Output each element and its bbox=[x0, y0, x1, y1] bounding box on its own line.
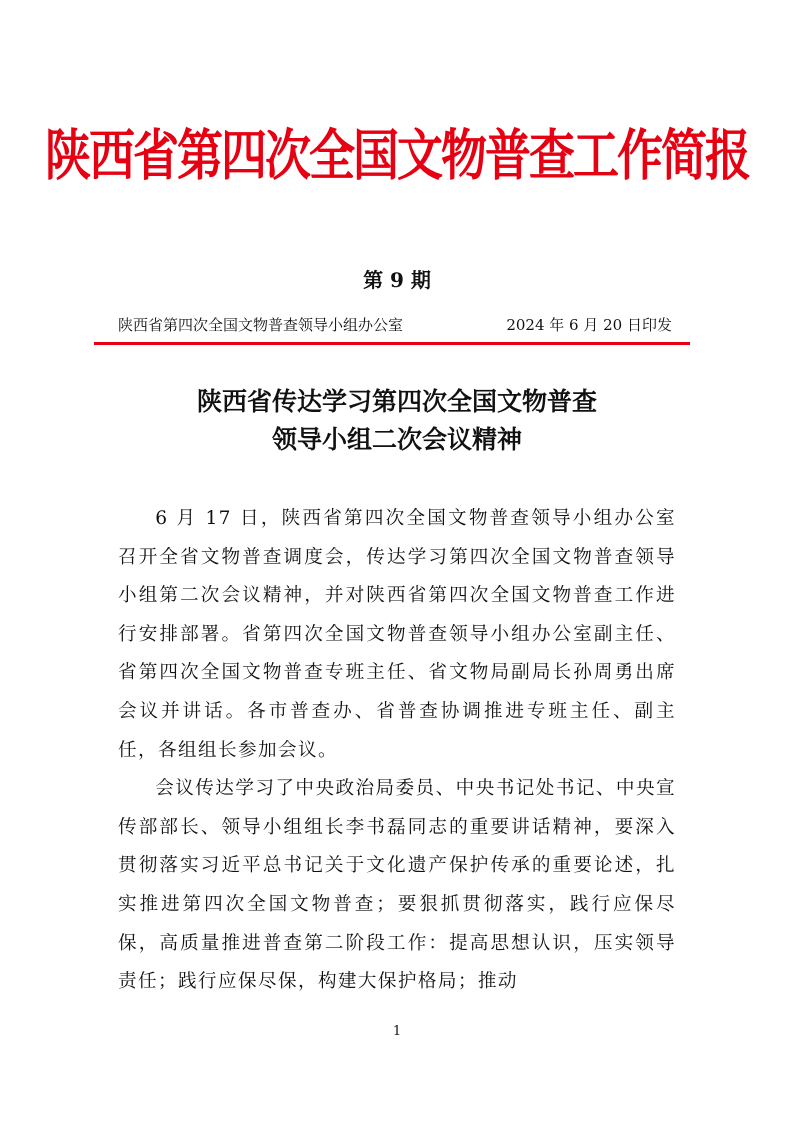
red-divider-line bbox=[94, 342, 690, 345]
body-paragraph: 会议传达学习了中央政治局委员、中央书记处书记、中央宣传部部长、领导小组组长李书磊同志的重要讲话精神，要深入贯彻落实习近平总书记关于文化遗产保护传承的重要论述，扎实推进第四次全国文物普查；要狠抓贯彻落实，践行应保尽保，高质量推进普查第二阶段工作：提高思想认识，压实领导责任；践行应保尽保，构建大保护格局；推动 bbox=[118, 778, 676, 993]
article-body bbox=[118, 500, 676, 1002]
masthead-title: 陕西省第四次全国文物普查工作简报 bbox=[45, 122, 749, 188]
page-number: 1 bbox=[392, 1024, 402, 1039]
body-paragraph: 6 月 17 日，陕西省第四次全国文物普查领导小组办公室召开全省文物普查调度会，传达学习第四次全国文物普查领导小组第二次会议精神，并对陕西省第四次全国文物普查工作进行安排部署。省第四次全国文物普查领导小组办公室副主任、省第四次全国文物普查专班主任、省文物局副局长孙周勇出席会议并讲话。各市普查办、省普查协调推进专班主任、副主任，各组组长参加会议。 bbox=[118, 508, 676, 761]
issue-number: 第 9 期 bbox=[363, 268, 431, 292]
issuer-office: 陕西省第四次全国文物普查领导小组办公室 bbox=[118, 316, 404, 334]
print-date: 2024 年 6 月 20 日印发 bbox=[506, 316, 672, 334]
article-title-line-1: 陕西省传达学习第四次全国文物普查 bbox=[196, 387, 597, 416]
article-title-line-2: 领导小组二次会议精神 bbox=[271, 425, 522, 454]
